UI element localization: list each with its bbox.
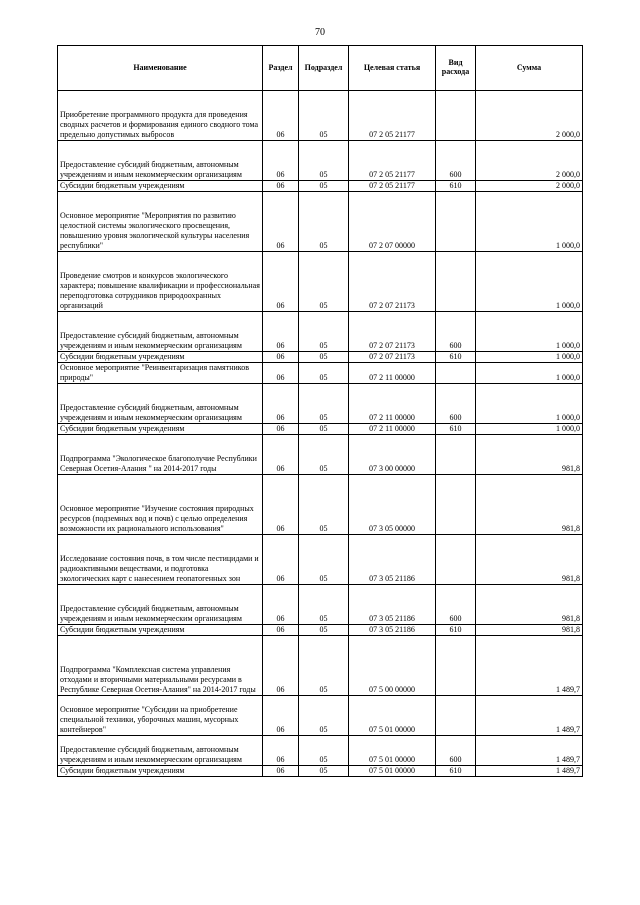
header-razdel: Раздел xyxy=(263,46,299,91)
row-amount: 1 489,7 xyxy=(476,636,583,696)
row-expense-type: 600 xyxy=(436,141,476,181)
row-podrazdel: 05 xyxy=(299,696,349,736)
row-target-article: 07 5 00 00000 xyxy=(349,636,436,696)
row-podrazdel: 05 xyxy=(299,312,349,352)
row-amount: 1 000,0 xyxy=(476,252,583,312)
row-name: Исследование состояния почв, в том числе пестицидами и радиоактивными веществами, и подготовка экологических карт с нанесением геопатогенных зон xyxy=(58,535,263,585)
row-amount: 1 000,0 xyxy=(476,192,583,252)
row-razdel: 06 xyxy=(263,766,299,777)
row-target-article: 07 3 05 21186 xyxy=(349,585,436,625)
row-podrazdel: 05 xyxy=(299,636,349,696)
header-amount: Сумма xyxy=(476,46,583,91)
row-expense-type: 610 xyxy=(436,352,476,363)
row-name: Основное мероприятие "Изучение состояния природных ресурсов (подземных вод и почв) с целью определения возможности их рационального использования" xyxy=(58,475,263,535)
row-podrazdel: 05 xyxy=(299,363,349,384)
table-row xyxy=(58,352,583,363)
row-razdel: 06 xyxy=(263,181,299,192)
row-target-article: 07 2 11 00000 xyxy=(349,363,436,384)
row-amount: 981,8 xyxy=(476,435,583,475)
row-target-article: 07 2 11 00000 xyxy=(349,384,436,424)
row-razdel: 06 xyxy=(263,636,299,696)
row-podrazdel: 05 xyxy=(299,252,349,312)
row-expense-type: 600 xyxy=(436,312,476,352)
row-razdel: 06 xyxy=(263,424,299,435)
row-name: Предоставление субсидий бюджетным, автономным учреждениям и иным некоммерческим организациям xyxy=(58,736,263,766)
row-target-article: 07 2 11 00000 xyxy=(349,424,436,435)
row-target-article: 07 3 05 21186 xyxy=(349,625,436,636)
row-target-article: 07 5 01 00000 xyxy=(349,766,436,777)
row-amount: 1 000,0 xyxy=(476,363,583,384)
row-target-article: 07 2 07 21173 xyxy=(349,312,436,352)
row-target-article: 07 2 05 21177 xyxy=(349,181,436,192)
row-razdel: 06 xyxy=(263,352,299,363)
table-row xyxy=(58,435,583,475)
row-expense-type xyxy=(436,696,476,736)
row-name: Субсидии бюджетным учреждениям xyxy=(58,352,263,363)
row-amount: 1 000,0 xyxy=(476,424,583,435)
header-name: Наименование xyxy=(58,46,263,91)
row-razdel: 06 xyxy=(263,535,299,585)
row-target-article: 07 3 05 21186 xyxy=(349,535,436,585)
row-expense-type xyxy=(436,535,476,585)
row-razdel: 06 xyxy=(263,585,299,625)
row-razdel: 06 xyxy=(263,141,299,181)
row-expense-type: 600 xyxy=(436,585,476,625)
table-row xyxy=(58,384,583,424)
row-name: Предоставление субсидий бюджетным, автономным учреждениям и иным некоммерческим организациям xyxy=(58,585,263,625)
row-amount: 1 489,7 xyxy=(476,766,583,777)
row-podrazdel: 05 xyxy=(299,181,349,192)
row-name: Субсидии бюджетным учреждениям xyxy=(58,181,263,192)
row-target-article: 07 5 01 00000 xyxy=(349,696,436,736)
row-expense-type: 600 xyxy=(436,384,476,424)
row-razdel: 06 xyxy=(263,91,299,141)
budget-table xyxy=(57,45,583,777)
row-podrazdel: 05 xyxy=(299,384,349,424)
row-podrazdel: 05 xyxy=(299,585,349,625)
row-expense-type: 610 xyxy=(436,625,476,636)
row-name: Основное мероприятие "Реинвентаризация памятников природы" xyxy=(58,363,263,384)
row-expense-type: 610 xyxy=(436,181,476,192)
table-header-row xyxy=(58,46,583,91)
row-name: Подпрограмма "Экологическое благополучие Республики Северная Осетия-Алания " на 2014-2017 годы xyxy=(58,435,263,475)
row-expense-type xyxy=(436,636,476,696)
row-amount: 2 000,0 xyxy=(476,181,583,192)
row-razdel: 06 xyxy=(263,475,299,535)
table-row xyxy=(58,252,583,312)
row-expense-type xyxy=(436,475,476,535)
row-amount: 1 000,0 xyxy=(476,384,583,424)
row-expense-type: 610 xyxy=(436,424,476,435)
row-podrazdel: 05 xyxy=(299,736,349,766)
row-razdel: 06 xyxy=(263,435,299,475)
row-podrazdel: 05 xyxy=(299,91,349,141)
table-row xyxy=(58,475,583,535)
row-name: Проведение смотров и конкурсов экологического характера; повышение квалификации и профессиональная переподготовка сотрудников природоохранных организаций xyxy=(58,252,263,312)
row-target-article: 07 2 05 21177 xyxy=(349,91,436,141)
table-row xyxy=(58,141,583,181)
row-razdel: 06 xyxy=(263,363,299,384)
table-row xyxy=(58,696,583,736)
table-row xyxy=(58,625,583,636)
table-row xyxy=(58,91,583,141)
row-name: Предоставление субсидий бюджетным, автономным учреждениям и иным некоммерческим организациям xyxy=(58,141,263,181)
row-podrazdel: 05 xyxy=(299,535,349,585)
header-podrazdel: Подраздел xyxy=(299,46,349,91)
table-row xyxy=(58,424,583,435)
row-target-article: 07 2 07 21173 xyxy=(349,352,436,363)
table-row xyxy=(58,636,583,696)
row-podrazdel: 05 xyxy=(299,435,349,475)
table-row xyxy=(58,736,583,766)
row-target-article: 07 2 05 21177 xyxy=(349,141,436,181)
row-name: Предоставление субсидий бюджетным, автономным учреждениям и иным некоммерческим организациям xyxy=(58,312,263,352)
row-name: Субсидии бюджетным учреждениям xyxy=(58,625,263,636)
row-name: Предоставление субсидий бюджетным, автономным учреждениям и иным некоммерческим организациям xyxy=(58,384,263,424)
table-row xyxy=(58,192,583,252)
header-target-article: Целевая статья xyxy=(349,46,436,91)
row-podrazdel: 05 xyxy=(299,625,349,636)
row-amount: 1 000,0 xyxy=(476,312,583,352)
row-amount: 1 489,7 xyxy=(476,736,583,766)
row-expense-type xyxy=(436,252,476,312)
row-amount: 981,8 xyxy=(476,475,583,535)
row-razdel: 06 xyxy=(263,696,299,736)
row-amount: 2 000,0 xyxy=(476,91,583,141)
row-amount: 981,8 xyxy=(476,585,583,625)
row-name: Основное мероприятие "Мероприятия по развитию целостной системы экологического просвещения, повышению уровня экологической культуры населения республики" xyxy=(58,192,263,252)
row-name: Субсидии бюджетным учреждениям xyxy=(58,424,263,435)
row-expense-type xyxy=(436,435,476,475)
row-expense-type xyxy=(436,363,476,384)
row-podrazdel: 05 xyxy=(299,192,349,252)
row-amount: 981,8 xyxy=(476,535,583,585)
row-amount: 1 489,7 xyxy=(476,696,583,736)
row-podrazdel: 05 xyxy=(299,766,349,777)
table-row xyxy=(58,535,583,585)
row-amount: 981,8 xyxy=(476,625,583,636)
row-expense-type: 600 xyxy=(436,736,476,766)
row-target-article: 07 3 00 00000 xyxy=(349,435,436,475)
row-podrazdel: 05 xyxy=(299,352,349,363)
row-name: Основное мероприятие "Субсидии на приобретение специальной техники, уборочных машин, мусорных контейнеров" xyxy=(58,696,263,736)
table-row xyxy=(58,585,583,625)
row-podrazdel: 05 xyxy=(299,424,349,435)
table-row xyxy=(58,181,583,192)
row-name: Приобретение программного продукта для проведения сводных расчетов и формирования единого сводного тома предельно допустимых выбросов xyxy=(58,91,263,141)
row-target-article: 07 2 07 00000 xyxy=(349,192,436,252)
row-razdel: 06 xyxy=(263,384,299,424)
table-row xyxy=(58,766,583,777)
row-podrazdel: 05 xyxy=(299,475,349,535)
row-razdel: 06 xyxy=(263,192,299,252)
row-amount: 1 000,0 xyxy=(476,352,583,363)
row-expense-type: 610 xyxy=(436,766,476,777)
page-number: 70 xyxy=(315,27,325,38)
row-razdel: 06 xyxy=(263,252,299,312)
row-razdel: 06 xyxy=(263,312,299,352)
table-row xyxy=(58,312,583,352)
header-expense-type: Вид расхода xyxy=(436,46,476,91)
row-expense-type xyxy=(436,91,476,141)
table-row xyxy=(58,363,583,384)
row-podrazdel: 05 xyxy=(299,141,349,181)
row-name: Подпрограмма "Комплексная система управления отходами и вторичными материальными ресурсами в Республике Северная Осетия-Алания" на 2014-2017 годы xyxy=(58,636,263,696)
row-target-article: 07 5 01 00000 xyxy=(349,736,436,766)
row-razdel: 06 xyxy=(263,736,299,766)
row-amount: 2 000,0 xyxy=(476,141,583,181)
row-expense-type xyxy=(436,192,476,252)
row-target-article: 07 2 07 21173 xyxy=(349,252,436,312)
row-name: Субсидии бюджетным учреждениям xyxy=(58,766,263,777)
row-razdel: 06 xyxy=(263,625,299,636)
row-target-article: 07 3 05 00000 xyxy=(349,475,436,535)
